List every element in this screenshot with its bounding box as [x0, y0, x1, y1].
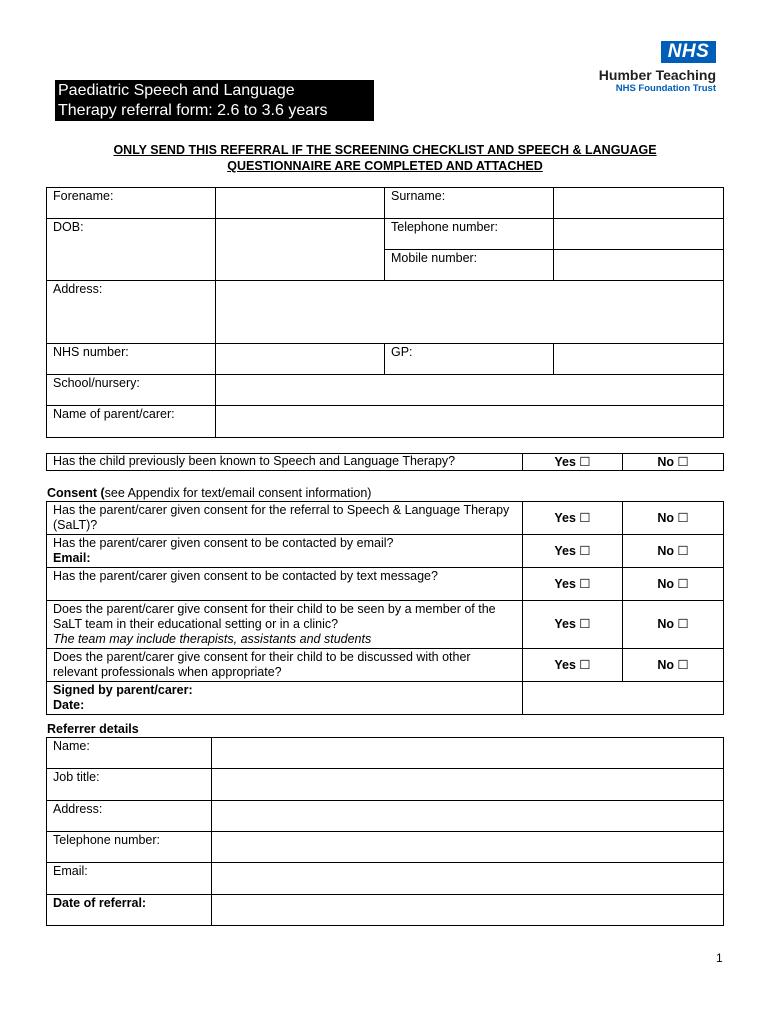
signed-label [47, 682, 523, 715]
consent-q3: Has the parent/carer given consent to be contacted by text message? [47, 568, 523, 601]
no-label: No [657, 543, 674, 558]
yes-label: Yes [554, 510, 576, 525]
consent-q4-no[interactable] [623, 601, 724, 649]
no-label: No [657, 454, 674, 469]
forename-field[interactable] [216, 188, 385, 219]
checkbox-icon[interactable]: ☐ [579, 543, 591, 558]
consent-q5-no[interactable] [623, 649, 724, 682]
referral-notice [60, 142, 710, 174]
checkbox-icon[interactable]: ☐ [579, 576, 591, 591]
telephone-field[interactable] [554, 219, 724, 250]
yes-label: Yes [554, 576, 576, 591]
checkbox-icon[interactable]: ☐ [677, 543, 689, 558]
referrer-job-label: Job title: [47, 769, 212, 801]
checkbox-icon[interactable]: ☐ [579, 454, 591, 469]
consent-q1-no[interactable] [623, 502, 724, 535]
school-field[interactable] [216, 375, 724, 406]
page-number: 1 [716, 951, 723, 965]
mobile-field[interactable] [554, 250, 724, 281]
no-label: No [657, 657, 674, 672]
consent-table [46, 501, 724, 715]
signature-field[interactable] [523, 682, 724, 715]
consent-q4-note: The team may include therapists, assistants and students [53, 632, 372, 646]
yes-label: Yes [554, 657, 576, 672]
previously-known-yes[interactable] [523, 454, 623, 471]
no-label: No [657, 617, 674, 631]
signed-by-label: Signed by parent/carer: [53, 683, 193, 697]
dob-label: DOB: [47, 219, 216, 281]
logo-org-name: Humber Teaching [598, 67, 716, 83]
referrer-telephone-label: Telephone number: [47, 832, 212, 863]
surname-label: Surname: [385, 188, 554, 219]
no-label: No [657, 576, 674, 591]
nhs-number-label: NHS number: [47, 344, 216, 375]
parent-field[interactable] [216, 406, 724, 438]
signed-date-label: Date: [53, 698, 85, 712]
checkbox-icon[interactable]: ☐ [579, 657, 591, 672]
date-of-referral-label: Date of referral: [47, 895, 212, 926]
consent-q2-text: Has the parent/carer given consent to be contacted by email? [53, 536, 394, 550]
consent-q3-yes[interactable] [523, 568, 623, 601]
school-label: School/nursery: [47, 375, 216, 406]
checkbox-icon[interactable]: ☐ [677, 657, 689, 672]
referrer-name-field[interactable] [212, 738, 724, 769]
referrer-job-field[interactable] [212, 769, 724, 801]
consent-q1: Has the parent/carer given consent for the referral to Speech & Language Therapy (SaLT)? [47, 502, 523, 535]
mobile-label: Mobile number: [385, 250, 554, 281]
consent-q4 [47, 601, 523, 649]
referrer-email-label: Email: [47, 863, 212, 895]
checkbox-icon[interactable]: ☐ [579, 510, 591, 525]
logo-trust-name: NHS Foundation Trust [615, 83, 716, 94]
date-of-referral-field[interactable] [212, 895, 724, 926]
form-title [55, 80, 374, 121]
gp-label: GP: [385, 344, 554, 375]
referrer-address-field[interactable] [212, 801, 724, 832]
parent-label: Name of parent/carer: [47, 406, 216, 438]
consent-q2 [47, 535, 523, 568]
previously-known-table [46, 453, 724, 471]
consent-q2-email-label: Email: [53, 551, 91, 565]
referrer-email-field[interactable] [212, 863, 724, 895]
checkbox-icon[interactable]: ☐ [677, 510, 689, 525]
consent-q5: Does the parent/carer give consent for their child to be discussed with other relevant professionals when appropriate? [47, 649, 523, 682]
notice-line2: QUESTIONNAIRE ARE COMPLETED AND ATTACHED [227, 159, 543, 173]
forename-label: Forename: [47, 188, 216, 219]
referrer-table [46, 737, 724, 926]
consent-q1-yes[interactable] [523, 502, 623, 535]
no-label: No [657, 510, 674, 525]
consent-heading-rest: see Appendix for text/email consent information) [104, 486, 372, 500]
referrer-address-label: Address: [47, 801, 212, 832]
consent-q4-text: Does the parent/carer give consent for their child to be seen by a member of the SaLT team in their educational setting or in a clinic? [53, 602, 496, 631]
form-title-line2: Therapy referral form: 2.6 to 3.6 years [58, 102, 328, 119]
address-field[interactable] [216, 281, 724, 344]
consent-heading-bold: Consent ( [47, 486, 105, 500]
consent-q2-no[interactable] [623, 535, 724, 568]
consent-heading [47, 486, 371, 500]
checkbox-icon[interactable]: ☐ [677, 454, 689, 469]
previously-known-question: Has the child previously been known to Speech and Language Therapy? [47, 454, 523, 471]
yes-label: Yes [554, 454, 576, 469]
checkbox-icon[interactable]: ☐ [579, 617, 591, 631]
nhs-number-field[interactable] [216, 344, 385, 375]
gp-field[interactable] [554, 344, 724, 375]
consent-q2-yes[interactable] [523, 535, 623, 568]
checkbox-icon[interactable]: ☐ [677, 576, 689, 591]
referrer-heading: Referrer details [47, 722, 139, 736]
referrer-telephone-field[interactable] [212, 832, 724, 863]
dob-field[interactable] [216, 219, 385, 281]
patient-details-table [46, 187, 724, 438]
consent-q5-yes[interactable] [523, 649, 623, 682]
consent-q4-yes[interactable] [523, 601, 623, 649]
telephone-label: Telephone number: [385, 219, 554, 250]
notice-line1: ONLY SEND THIS REFERRAL IF THE SCREENING CHECKLIST AND SPEECH & LANGUAGE [113, 143, 657, 157]
yes-label: Yes [554, 617, 576, 631]
checkbox-icon[interactable]: ☐ [677, 617, 689, 631]
previously-known-no[interactable] [623, 454, 724, 471]
yes-label: Yes [554, 543, 576, 558]
form-title-line1: Paediatric Speech and Language [58, 82, 295, 99]
surname-field[interactable] [554, 188, 724, 219]
nhs-logo: NHS [661, 41, 716, 63]
consent-q3-no[interactable] [623, 568, 724, 601]
referrer-name-label: Name: [47, 738, 212, 769]
address-label: Address: [47, 281, 216, 344]
